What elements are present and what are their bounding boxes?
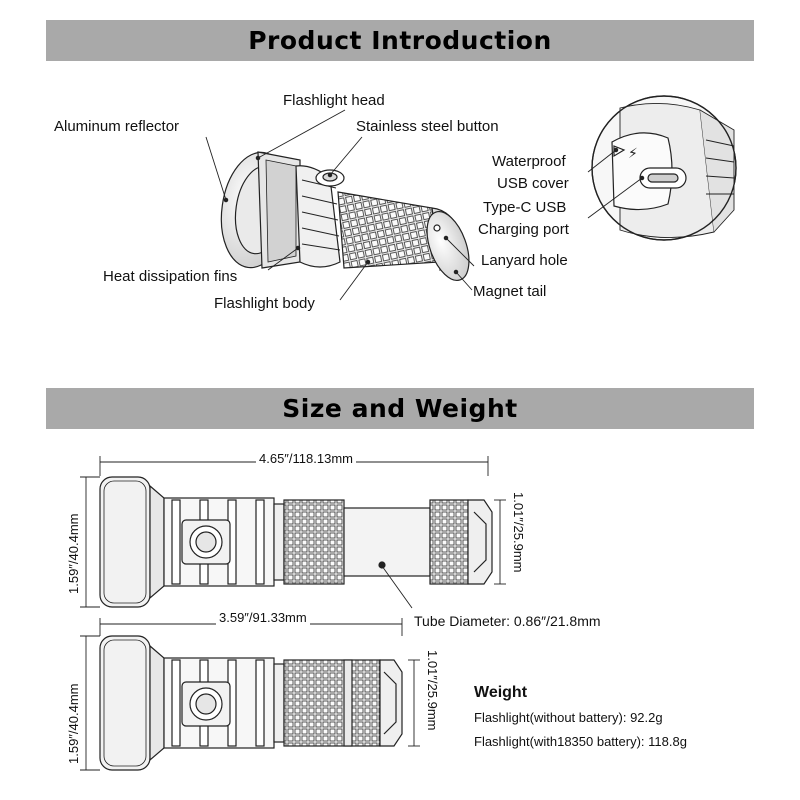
dim-body-diameter-1: 1.01″/25.9mm <box>511 492 526 573</box>
label-flashlight-body: Flashlight body <box>214 295 315 312</box>
label-heat-fins: Heat dissipation fins <box>103 268 238 285</box>
weight-with-battery: Flashlight(with18350 battery): 118.8g <box>474 734 687 749</box>
label-magnet-tail: Magnet tail <box>473 283 547 300</box>
dim-head-diameter-2: 1.59″/40.4mm <box>66 683 81 764</box>
weight-title: Weight <box>474 684 528 701</box>
label-stainless-button: Stainless steel button <box>356 118 499 135</box>
flashlight-side-short <box>100 636 402 770</box>
flashlight-side-full <box>100 477 492 607</box>
dim-length-short: 3.59″/91.33mm <box>216 610 310 625</box>
dim-length-full: 4.65″/118.13mm <box>256 451 356 466</box>
label-typec-line1: Type-C USB <box>483 199 567 216</box>
svg-text:⚡: ⚡ <box>628 146 638 162</box>
dim-tube-diameter: Tube Diameter: 0.86″/21.8mm <box>414 613 601 629</box>
label-lanyard-hole: Lanyard hole <box>481 252 568 269</box>
label-typec-line2: Charging port <box>478 221 569 238</box>
section-title-size: Size and Weight <box>282 394 518 423</box>
usb-port-inset <box>592 96 736 240</box>
label-waterproof-line2: USB cover <box>497 175 569 192</box>
section-title-intro: Product Introduction <box>248 26 552 55</box>
label-flashlight-head: Flashlight head <box>283 92 385 109</box>
dim-body-diameter-2: 1.01″/25.9mm <box>425 650 440 731</box>
flashlight-perspective <box>214 148 477 286</box>
label-aluminum-reflector: Aluminum reflector <box>54 118 180 135</box>
label-waterproof-line1: Waterproof <box>492 153 566 170</box>
dim-head-diameter-1: 1.59″/40.4mm <box>66 513 81 594</box>
weight-without-battery: Flashlight(without battery): 92.2g <box>474 710 663 725</box>
